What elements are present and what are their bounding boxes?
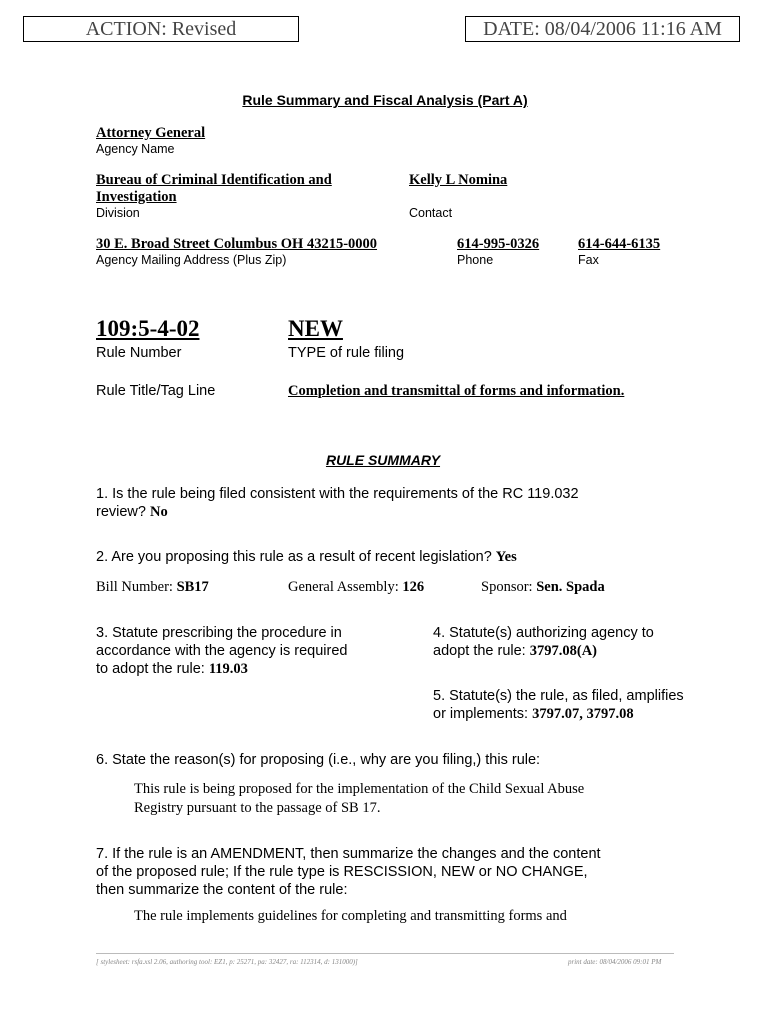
date-label: DATE: 08/04/2006 11:16 AM bbox=[483, 18, 722, 40]
bill-number: Bill Number: SB17 bbox=[96, 579, 209, 595]
date-box bbox=[465, 16, 740, 42]
question-7: 7. If the rule is an AMENDMENT, then summarize the changes and the content of the proposed rule; If the rule type is RESCISSION, NEW or NO CHANGE, then summarize the content of the rule: bbox=[96, 846, 601, 898]
question-2 bbox=[96, 548, 517, 566]
division-line1: Bureau of Criminal Identification and bbox=[96, 172, 332, 188]
question-6: 6. State the reason(s) for proposing (i.e., why are you filing,) this rule: bbox=[96, 752, 541, 768]
footer-print-date: print date: 08/04/2006 09:01 PM bbox=[568, 958, 662, 966]
question-3-answer: 119.03 bbox=[208, 661, 248, 677]
agency-name: Attorney General bbox=[96, 125, 206, 141]
mailing-address: 30 E. Broad Street Columbus OH 43215-0000 bbox=[96, 236, 378, 252]
fax-number: 614-644-6135 bbox=[578, 236, 661, 252]
question-2-text: 2. Are you proposing this rule as a result of recent legislation? bbox=[96, 549, 492, 565]
division-name bbox=[96, 172, 332, 206]
question-5: 5. Statute(s) the rule, as filed, amplifies or implements: 3797.07, 3797.08 bbox=[433, 688, 684, 722]
page-title: Rule Summary and Fiscal Analysis (Part A) bbox=[242, 92, 528, 108]
question-5-answer: 3797.07, 3797.08 bbox=[532, 706, 634, 722]
rule-number: 109:5-4-02 bbox=[96, 316, 200, 341]
question-2-answer: Yes bbox=[495, 549, 517, 565]
contact-name: Kelly L Nomina bbox=[409, 172, 508, 188]
question-6-answer: This rule is being proposed for the implementation of the Child Sexual Abuse Registry pursuant to the passage of SB 17. bbox=[134, 781, 585, 816]
question-3: 3. Statute prescribing the procedure in accordance with the agency is required to adopt the rule: 119.03 bbox=[96, 625, 348, 677]
action-label: ACTION: Revised bbox=[85, 18, 237, 40]
rule-type-label: TYPE of rule filing bbox=[288, 345, 405, 361]
rule-summary-heading: RULE SUMMARY bbox=[325, 452, 441, 468]
agency-name-label: Agency Name bbox=[96, 142, 175, 156]
footer-stylesheet-info: [ stylesheet: rsfa.xsl 2.06, authoring tool: EZ1, p: 25271, pa: 32427, ra: 112314, d: 131000)] bbox=[96, 958, 358, 966]
rule-type: NEW bbox=[288, 316, 343, 341]
fax-label: Fax bbox=[578, 253, 599, 267]
contact-label: Contact bbox=[409, 206, 453, 220]
question-7-answer: The rule implements guidelines for completing and transmitting forms and bbox=[134, 908, 567, 924]
question-4: 4. Statute(s) authorizing agency to adopt the rule: 3797.08(A) bbox=[433, 625, 654, 659]
question-4-answer: 3797.08(A) bbox=[529, 643, 598, 659]
action-box bbox=[23, 16, 299, 42]
division-label: Division bbox=[96, 206, 140, 220]
rule-title: Completion and transmittal of forms and information. bbox=[288, 383, 625, 399]
phone-number: 614-995-0326 bbox=[457, 236, 540, 252]
sponsor: Sponsor: Sen. Spada bbox=[481, 579, 605, 595]
bill-number-value: SB17 bbox=[176, 579, 209, 595]
sponsor-value: Sen. Spada bbox=[536, 579, 605, 595]
question-1-line2: review? No bbox=[96, 504, 168, 520]
general-assembly-value: 126 bbox=[402, 579, 425, 595]
footer-divider bbox=[96, 953, 674, 954]
question-1-line1: 1. Is the rule being filed consistent with the requirements of the RC 119.032 bbox=[96, 486, 579, 502]
question-1 bbox=[96, 485, 579, 521]
question-1-answer: No bbox=[150, 504, 168, 520]
division-line2: Investigation bbox=[96, 189, 177, 205]
rule-title-label: Rule Title/Tag Line bbox=[96, 383, 216, 399]
phone-label: Phone bbox=[457, 253, 494, 267]
general-assembly: General Assembly: 126 bbox=[288, 579, 425, 595]
mailing-address-label: Agency Mailing Address (Plus Zip) bbox=[96, 253, 287, 267]
rule-number-label: Rule Number bbox=[96, 345, 182, 361]
